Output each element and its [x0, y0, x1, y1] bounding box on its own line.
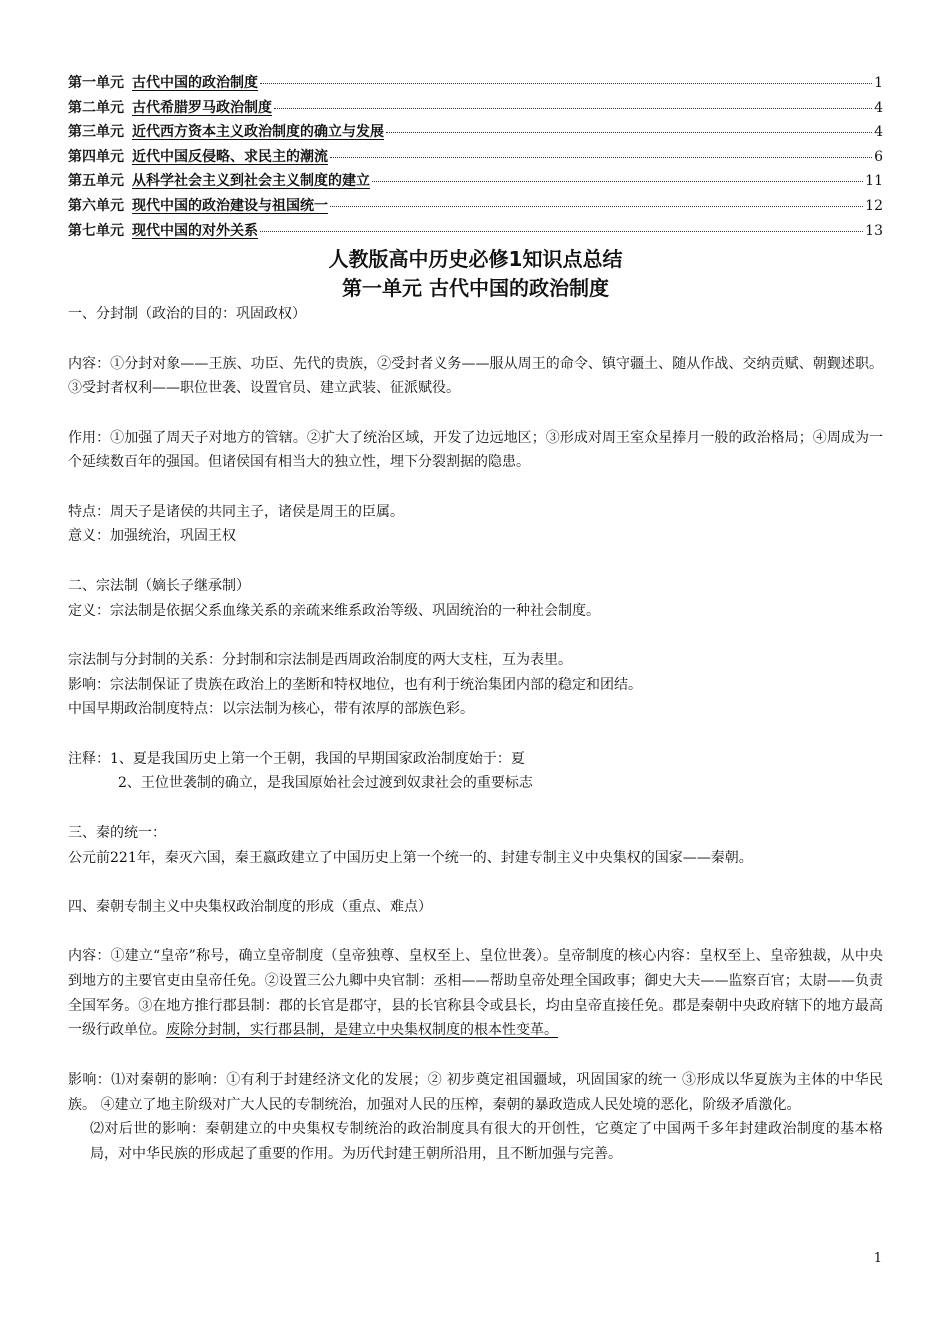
unit-title: 第一单元 古代中国的政治制度: [342, 276, 609, 301]
toc-leader: [274, 108, 872, 109]
paragraph: [68, 944, 883, 1043]
toc-title[interactable]: 从科学社会主义到社会主义制度的建立: [132, 173, 370, 190]
toc-row[interactable]: [68, 146, 883, 171]
toc-title[interactable]: 近代中国反侵略、求民主的潮流: [132, 148, 328, 165]
toc-unit: 第四单元: [68, 148, 124, 165]
toc-leader: [386, 132, 872, 133]
page-number: 1: [873, 1251, 882, 1266]
paragraph: 宗法制与分封制的关系：分封制和宗法制是西周政治制度的两大支柱，互为表里。: [68, 651, 572, 668]
paragraph: ⑵对后世的影响：秦朝建立的中央集权专制统治的政治制度具有很大的开创性，它奠定了中国两千多年封建政治制度的基本格局，对中华民族的形成起了重要的作用。为历代封建王朝所沿用，且不断加强与完善。: [90, 1121, 883, 1162]
toc-row[interactable]: [68, 220, 883, 245]
toc-page-number: 12: [865, 197, 883, 214]
toc-page-number: 1: [874, 75, 883, 91]
document-title: 人教版高中历史必修1知识点总结: [328, 247, 623, 272]
toc-unit: 第五单元: [68, 173, 124, 190]
toc-page-number: 4: [874, 99, 883, 116]
document-body: [68, 302, 883, 1166]
paragraph: 定义：宗法制是依据父系血缘关系的亲疏来维系政治等级、巩固统治的一种社会制度。: [68, 602, 600, 619]
paragraph: 内容：①分封对象——王族、功臣、先代的贵族，②受封者义务——服从周王的命令、镇守疆土、随从作战、交纳贡赋、朝觐述职。③受封者权利——职位世袭、设置官员、建立武装、征派赋役。: [68, 355, 883, 397]
paragraph: 作用：①加强了周天子对地方的管辖。②扩大了统治区域，开发了边远地区；③形成对周王室众星捧月一般的政治格局；④周成为一个延续数百年的强国。但诸侯国有相当大的独立性，埋下分裂割据的隐患。: [68, 429, 883, 471]
toc-row[interactable]: [68, 97, 883, 122]
section-heading: 四、秦朝专制主义中央集权政治制度的形成（重点、难点）: [68, 898, 432, 915]
toc-unit: 第一单元: [68, 75, 124, 91]
toc-page-number: 4: [874, 124, 883, 141]
toc-unit: 第六单元: [68, 197, 124, 214]
toc-title[interactable]: 现代中国的政治建设与祖国统一: [132, 197, 328, 214]
note: 2、王位世袭制的确立，是我国原始社会过渡到奴隶社会的重要标志: [118, 775, 533, 792]
toc-leader: [260, 83, 872, 84]
paragraph: 影响：宗法制保证了贵族在政治上的垄断和特权地位，也有利于统治集团内部的稳定和团结。: [68, 676, 642, 693]
toc-page-number: 6: [874, 148, 883, 165]
section-heading: 二、宗法制（嫡长子继承制）: [68, 577, 250, 594]
toc-leader: [372, 181, 863, 182]
note: 注释：1、夏是我国历史上第一个王朝，我国的早期国家政治制度始于：夏: [68, 750, 525, 767]
paragraph-text: 内容：①建立“皇帝”称号，确立皇帝制度（皇帝独尊、皇权至上、皇位世袭）。皇帝制度的核心内容：皇权至上、皇帝独裁，从中央到地方的主要官吏由皇帝任免。②设置三公九卿中央官制：丞相——帮助皇帝处理全国政事；御史大夫——监察百官；太尉——负责全国军务。③在地方推行郡县制：郡的长官是郡守，县的长官称县令或县长，均由皇帝直接任免。郡是秦朝中央政府辖下的地方最高一级行政单位。: [68, 948, 883, 1039]
underlined-text: 废除分封制，实行郡县制，是建立中央集权制度的根本性变革。: [166, 1022, 558, 1039]
paragraph: 公元前221年，秦灭六国，秦王嬴政建立了中国历史上第一个统一的、封建专制主义中央集权的国家——秦朝。: [68, 849, 753, 866]
toc-page-number: 11: [865, 173, 883, 190]
toc-unit: 第二单元: [68, 99, 124, 116]
document-page: [68, 72, 883, 1167]
toc-leader: [260, 231, 863, 232]
toc-page-number: 13: [865, 222, 883, 239]
paragraph: 中国早期政治制度特点：以宗法制为核心，带有浓厚的部族色彩。: [68, 701, 474, 718]
toc-row[interactable]: [68, 195, 883, 220]
toc-unit: 第七单元: [68, 222, 124, 239]
section-heading: 三、秦的统一：: [68, 824, 166, 841]
toc-title[interactable]: 古代希腊罗马政治制度: [132, 99, 272, 116]
paragraph: 特点：周天子是诸侯的共同主子，诸侯是周王的臣属。: [68, 503, 404, 520]
table-of-contents: [68, 72, 883, 244]
toc-leader: [330, 157, 872, 158]
paragraph: 影响：⑴对秦朝的影响：①有利于封建经济文化的发展；② 初步奠定祖国疆域，巩固国家的统一 ③形成以华夏族为主体的中华民族。 ④建立了地主阶级对广大人民的专制统治，加强对人民的压榨，秦朝的暴政造成人民处境的恶化，阶级矛盾激化。: [68, 1071, 883, 1113]
toc-leader: [330, 206, 863, 207]
section-heading: 一、分封制（政治的目的：巩固政权）: [68, 306, 306, 323]
paragraph: 意义：加强统治，巩固王权: [68, 528, 236, 545]
toc-row[interactable]: [68, 170, 883, 195]
toc-row[interactable]: [68, 121, 883, 146]
toc-title[interactable]: 现代中国的对外关系: [132, 222, 258, 239]
toc-unit: 第三单元: [68, 124, 124, 141]
toc-title[interactable]: 近代西方资本主义政治制度的确立与发展: [132, 124, 384, 141]
toc-row[interactable]: [68, 72, 883, 97]
toc-title[interactable]: 古代中国的政治制度: [132, 75, 258, 91]
